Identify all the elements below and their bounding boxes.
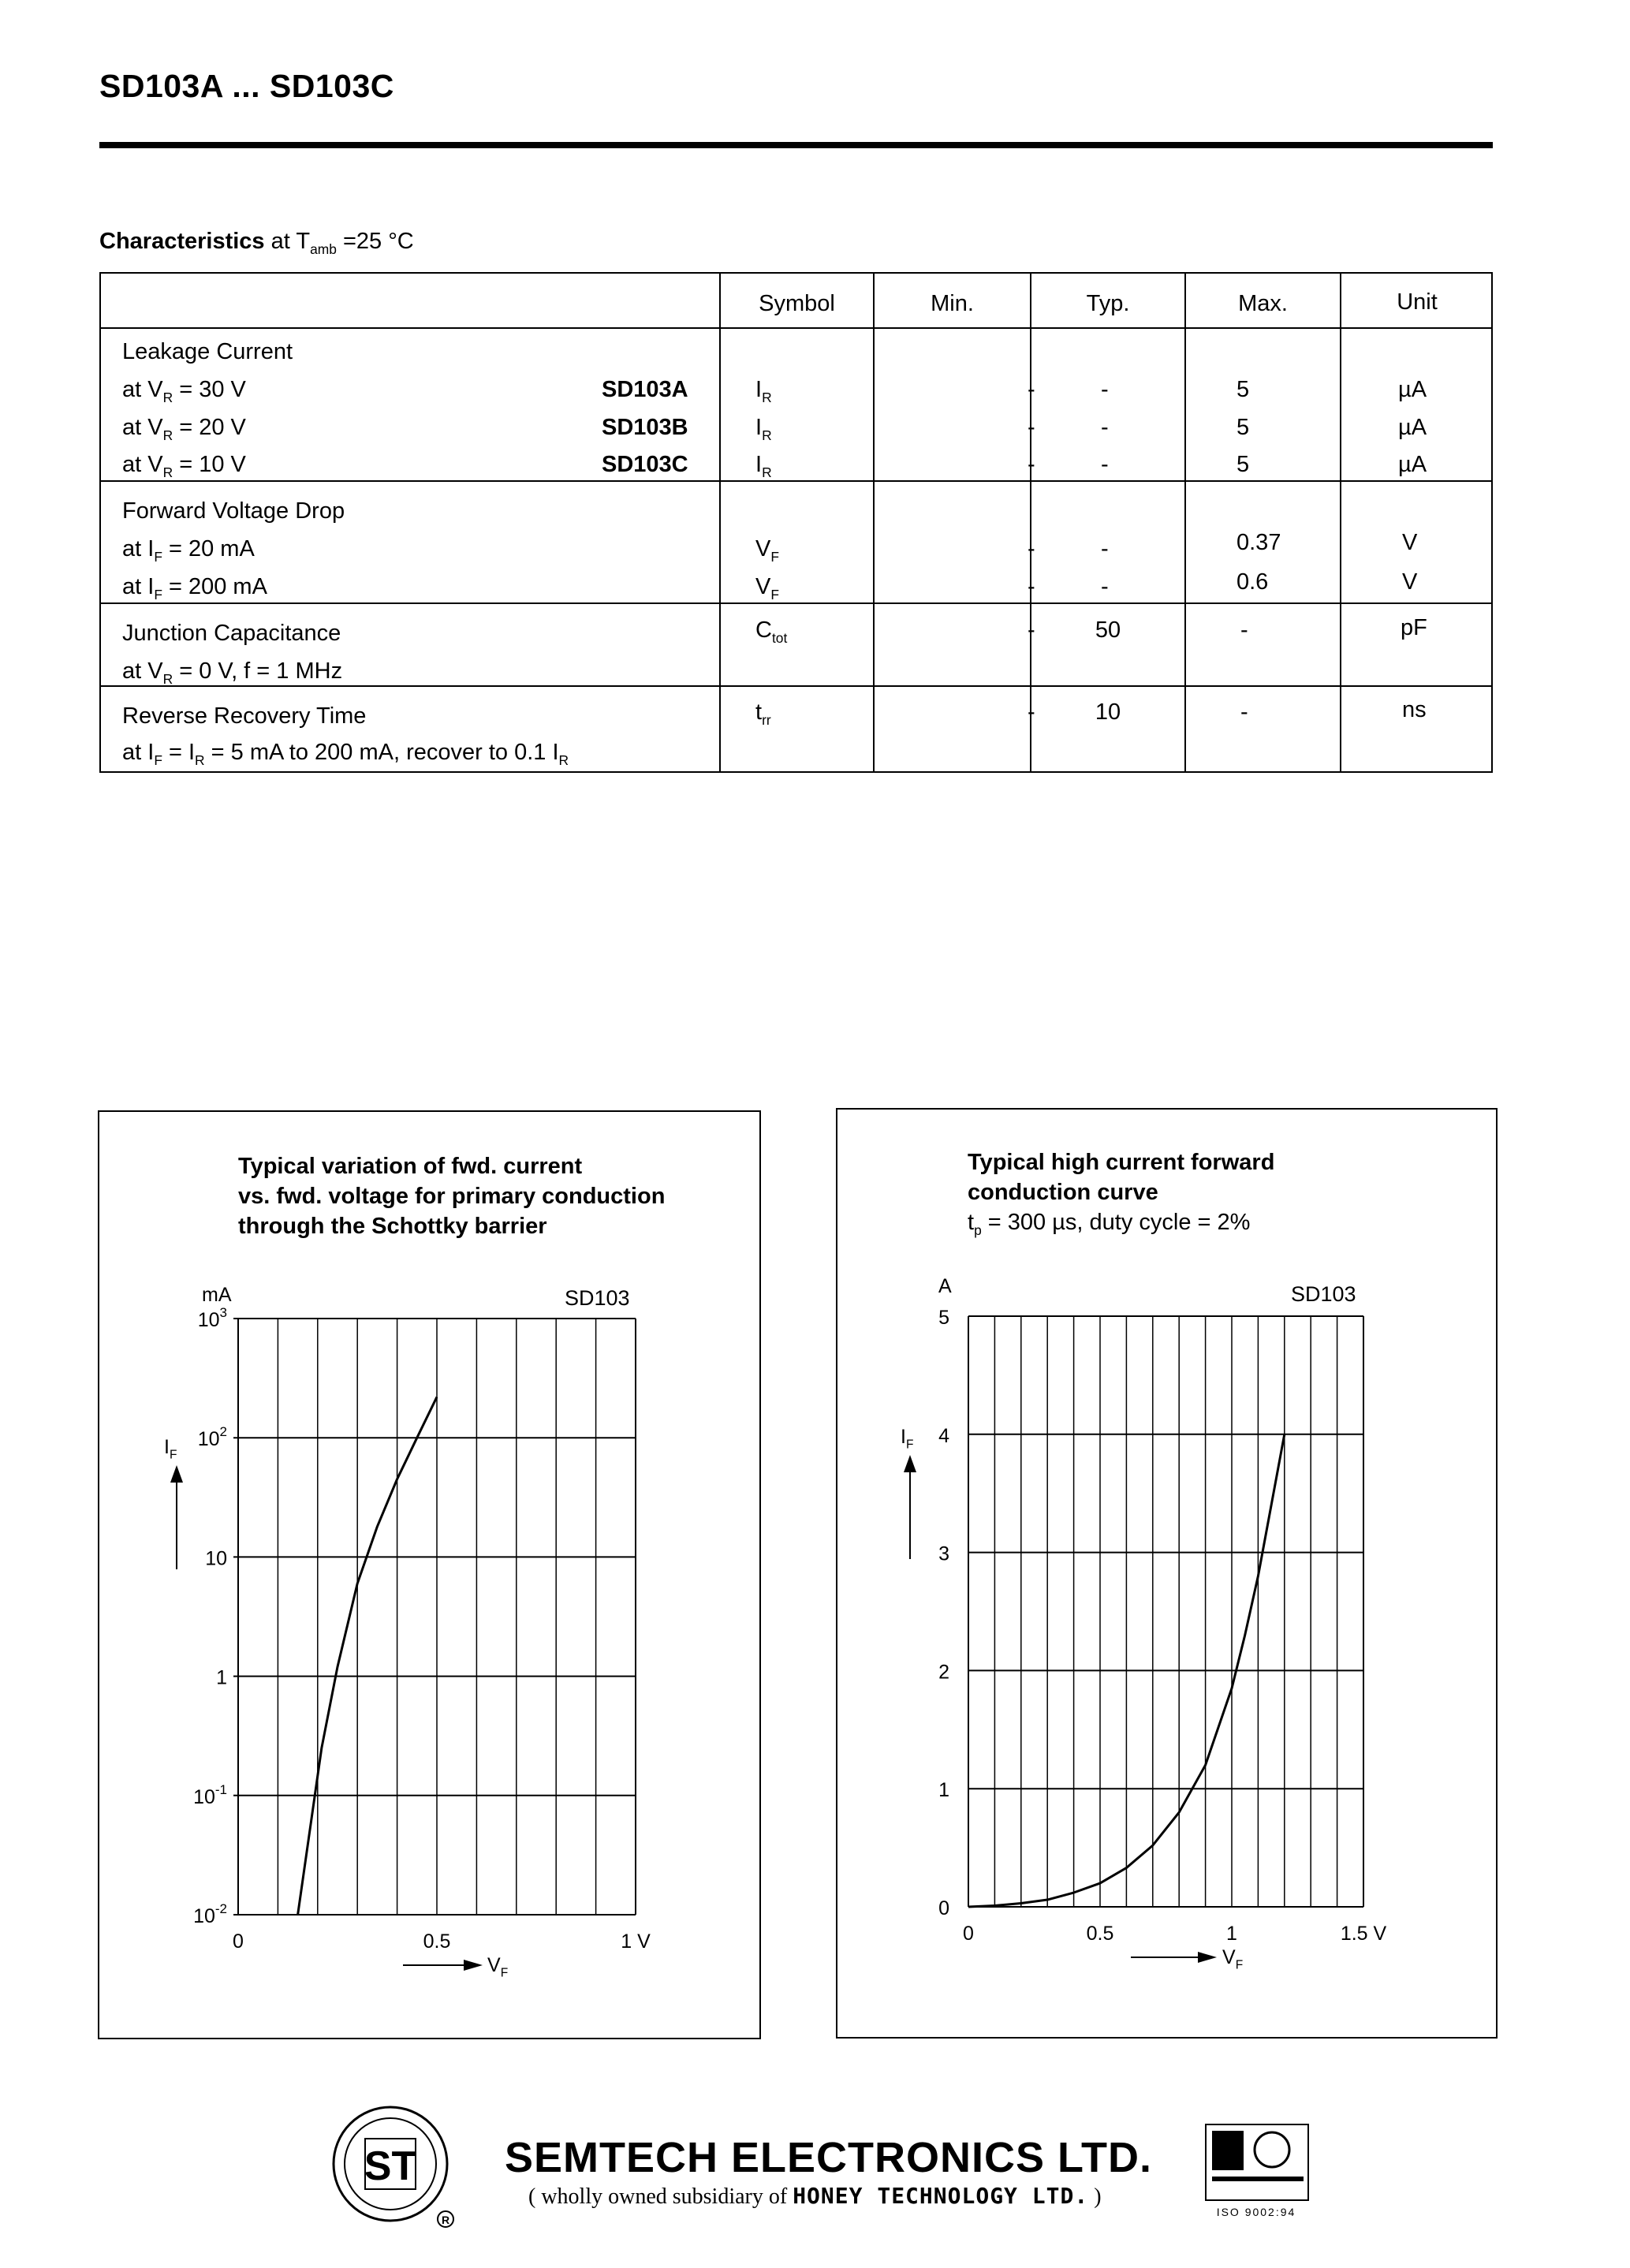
chart1-title-line: through the Schottky barrier [238, 1214, 547, 1239]
chart2-ytick-label: 0 [938, 1897, 949, 1919]
company-name: SEMTECH ELECTRONICS LTD. [505, 2134, 1153, 2181]
unit-value: V [1402, 569, 1418, 595]
table-divider [1184, 274, 1186, 771]
recovery-cond: at $I_F = I_R = 5$ mA to 200 mA, recover to 0.1 $I_R$ [122, 740, 569, 768]
max-value: 0.37 [1236, 530, 1281, 555]
chart2-ytick-label: 2 [938, 1661, 949, 1684]
company-logo [327, 2101, 469, 2235]
max-value: 5 [1236, 377, 1250, 402]
chart-forward-current-log [98, 1110, 761, 2039]
max-value: 5 [1236, 452, 1250, 477]
chart2-xtick-label: 1.5 V [1340, 1923, 1387, 1945]
chart1-title-line: vs. fwd. voltage for primary conduction [238, 1184, 666, 1209]
title-rule [99, 142, 1493, 148]
chart1-plot [99, 1112, 759, 2038]
chart2-xarrow-head [1198, 1952, 1217, 1963]
col-header-max: Max. [1238, 291, 1288, 316]
heading-text-1: at T [264, 229, 311, 254]
chart1-ytick-label: $10^3$ [197, 1305, 227, 1331]
chart1-yunit: mA [202, 1284, 232, 1306]
chart1-ytick-label: 1 [216, 1666, 227, 1689]
max-value: - [1240, 617, 1248, 643]
typ-value: 10 [1095, 699, 1121, 725]
logo-letters: ST [364, 2143, 417, 2189]
chart2-ytick-label: 4 [938, 1424, 949, 1447]
iso-globe-icon [1255, 2132, 1289, 2167]
characteristics-table [99, 272, 1493, 773]
typ-value: - [1101, 377, 1109, 402]
unit-value: V [1402, 530, 1418, 555]
chart-forward-current-linear [836, 1108, 1498, 2039]
symbol: $C_{tot}$ [755, 617, 788, 646]
chart1-series-line [298, 1397, 437, 1915]
chart1-ytick-label: $10^{-1}$ [193, 1781, 227, 1808]
part-number: SD103C [602, 452, 688, 477]
min-value: - [1028, 574, 1035, 599]
col-header-min: Min. [931, 291, 974, 316]
max-value: - [1240, 699, 1248, 725]
iso-certification-badge [1203, 2121, 1313, 2232]
company-subsidiary-line: ( wholly owned subsidiary of HONEY TECHNOLOGY LTD. ) [528, 2183, 1102, 2209]
chart1-ytick-label: $10^{-2}$ [193, 1901, 227, 1927]
min-value: - [1028, 617, 1035, 643]
table-divider [101, 327, 1491, 329]
parent-company: HONEY TECHNOLOGY LTD. [793, 2183, 1089, 2209]
forward-cond-1: at $I_F = 20$ mA [122, 536, 255, 565]
symbol: $V_F$ [755, 536, 779, 565]
unit-value: µA [1398, 415, 1427, 440]
characteristics-heading [99, 229, 414, 258]
leakage-label: Leakage Current [122, 339, 293, 364]
forward-cond-2: at $I_F = 200$ mA [122, 574, 267, 602]
symbol: $I_R$ [755, 415, 772, 443]
leakage-cond-1: at $V_R = 30$ V [122, 377, 246, 405]
document-title: SD103A ... SD103C [99, 68, 394, 104]
typ-value: - [1101, 415, 1109, 440]
chart2-xtick-label: 1 [1226, 1923, 1237, 1945]
unit-value: pF [1401, 615, 1427, 640]
col-header-unit: Unit [1397, 289, 1438, 315]
symbol: $V_F$ [755, 574, 779, 602]
chart2-yunit: A [938, 1275, 952, 1297]
table-divider [719, 274, 721, 771]
part-number: SD103B [602, 415, 688, 440]
symbol: $t_{rr}$ [755, 699, 771, 728]
chart2-yarrow-head [904, 1455, 916, 1472]
heading-text-2: =25 °C [336, 229, 414, 254]
chart1-ylabel: $I_F$ [164, 1436, 177, 1462]
col-header-typ: Typ. [1086, 291, 1130, 316]
leakage-cond-3: at $V_R = 10$ V [122, 452, 246, 480]
chart2-title-line: conduction curve [968, 1180, 1158, 1205]
chart1-xarrow-head [464, 1960, 483, 1971]
min-value: - [1028, 536, 1035, 561]
forward-label: Forward Voltage Drop [122, 498, 345, 524]
table-divider [1340, 274, 1341, 771]
chart2-ytick-label: 5 [938, 1307, 949, 1329]
min-value: - [1028, 699, 1035, 725]
chart1-xtick-label: 0.5 [423, 1930, 451, 1953]
chart1-xtick-label: 1 V [621, 1930, 651, 1953]
chart2-ytick-label: 1 [938, 1779, 949, 1802]
table-divider [101, 602, 1491, 604]
chart2-ylabel: $I_F$ [901, 1426, 914, 1452]
iso-badge-bar [1212, 2177, 1304, 2181]
chart2-xtick-label: 0.5 [1086, 1923, 1114, 1945]
chart2-xlabel: $V_F$ [1222, 1946, 1244, 1972]
heading-sub: amb [310, 241, 337, 257]
chart2-plot [837, 1110, 1496, 2037]
unit-value: µA [1398, 377, 1427, 402]
chart2-xtick-label: 0 [963, 1923, 974, 1945]
chart1-ytick-label: $10^2$ [197, 1424, 227, 1451]
symbol: $I_R$ [755, 377, 772, 405]
chart1-title-line: Typical variation of fwd. current [238, 1154, 583, 1179]
typ-value: 50 [1095, 617, 1121, 643]
table-divider [1030, 274, 1031, 771]
symbol: $I_R$ [755, 452, 772, 480]
unit-value: µA [1398, 452, 1427, 477]
max-value: 5 [1236, 415, 1250, 440]
iso-label: ISO 9002:94 [1216, 2206, 1296, 2218]
chart1-ytick-label: 10 [205, 1547, 227, 1570]
recovery-label: Reverse Recovery Time [122, 703, 367, 729]
capacitance-label: Junction Capacitance [122, 621, 341, 646]
chart2-title-line: Typical high current forward [968, 1150, 1275, 1175]
chart2-subtitle: $t_p = 300$ µs, duty cycle = 2% [968, 1210, 1251, 1238]
part-number: SD103A [602, 377, 688, 402]
chart1-xlabel: $V_F$ [487, 1954, 509, 1980]
iso-cert-icon [1212, 2131, 1244, 2170]
chart2-ytick-label: 3 [938, 1542, 949, 1565]
chart1-yarrow-head [170, 1465, 183, 1483]
characteristics-heading-bold: Characteristics [99, 229, 265, 254]
chart1-xtick-label: 0 [233, 1930, 244, 1953]
max-value: 0.6 [1236, 569, 1269, 595]
capacitance-cond: at $V_R = 0$ V, f = 1 MHz [122, 658, 343, 687]
min-value: - [1028, 377, 1035, 402]
typ-value: - [1101, 536, 1109, 561]
unit-value: ns [1402, 697, 1427, 722]
min-value: - [1028, 415, 1035, 440]
typ-value: - [1101, 452, 1109, 477]
chart1-device-label: SD103 [565, 1286, 630, 1310]
typ-value: - [1101, 574, 1109, 599]
registered-mark: R [441, 2214, 450, 2226]
table-divider [101, 480, 1491, 482]
min-value: - [1028, 452, 1035, 477]
chart2-device-label: SD103 [1291, 1282, 1356, 1306]
table-divider [873, 274, 875, 771]
leakage-cond-2: at $V_R = 20$ V [122, 415, 246, 443]
col-header-symbol: Symbol [759, 291, 835, 316]
